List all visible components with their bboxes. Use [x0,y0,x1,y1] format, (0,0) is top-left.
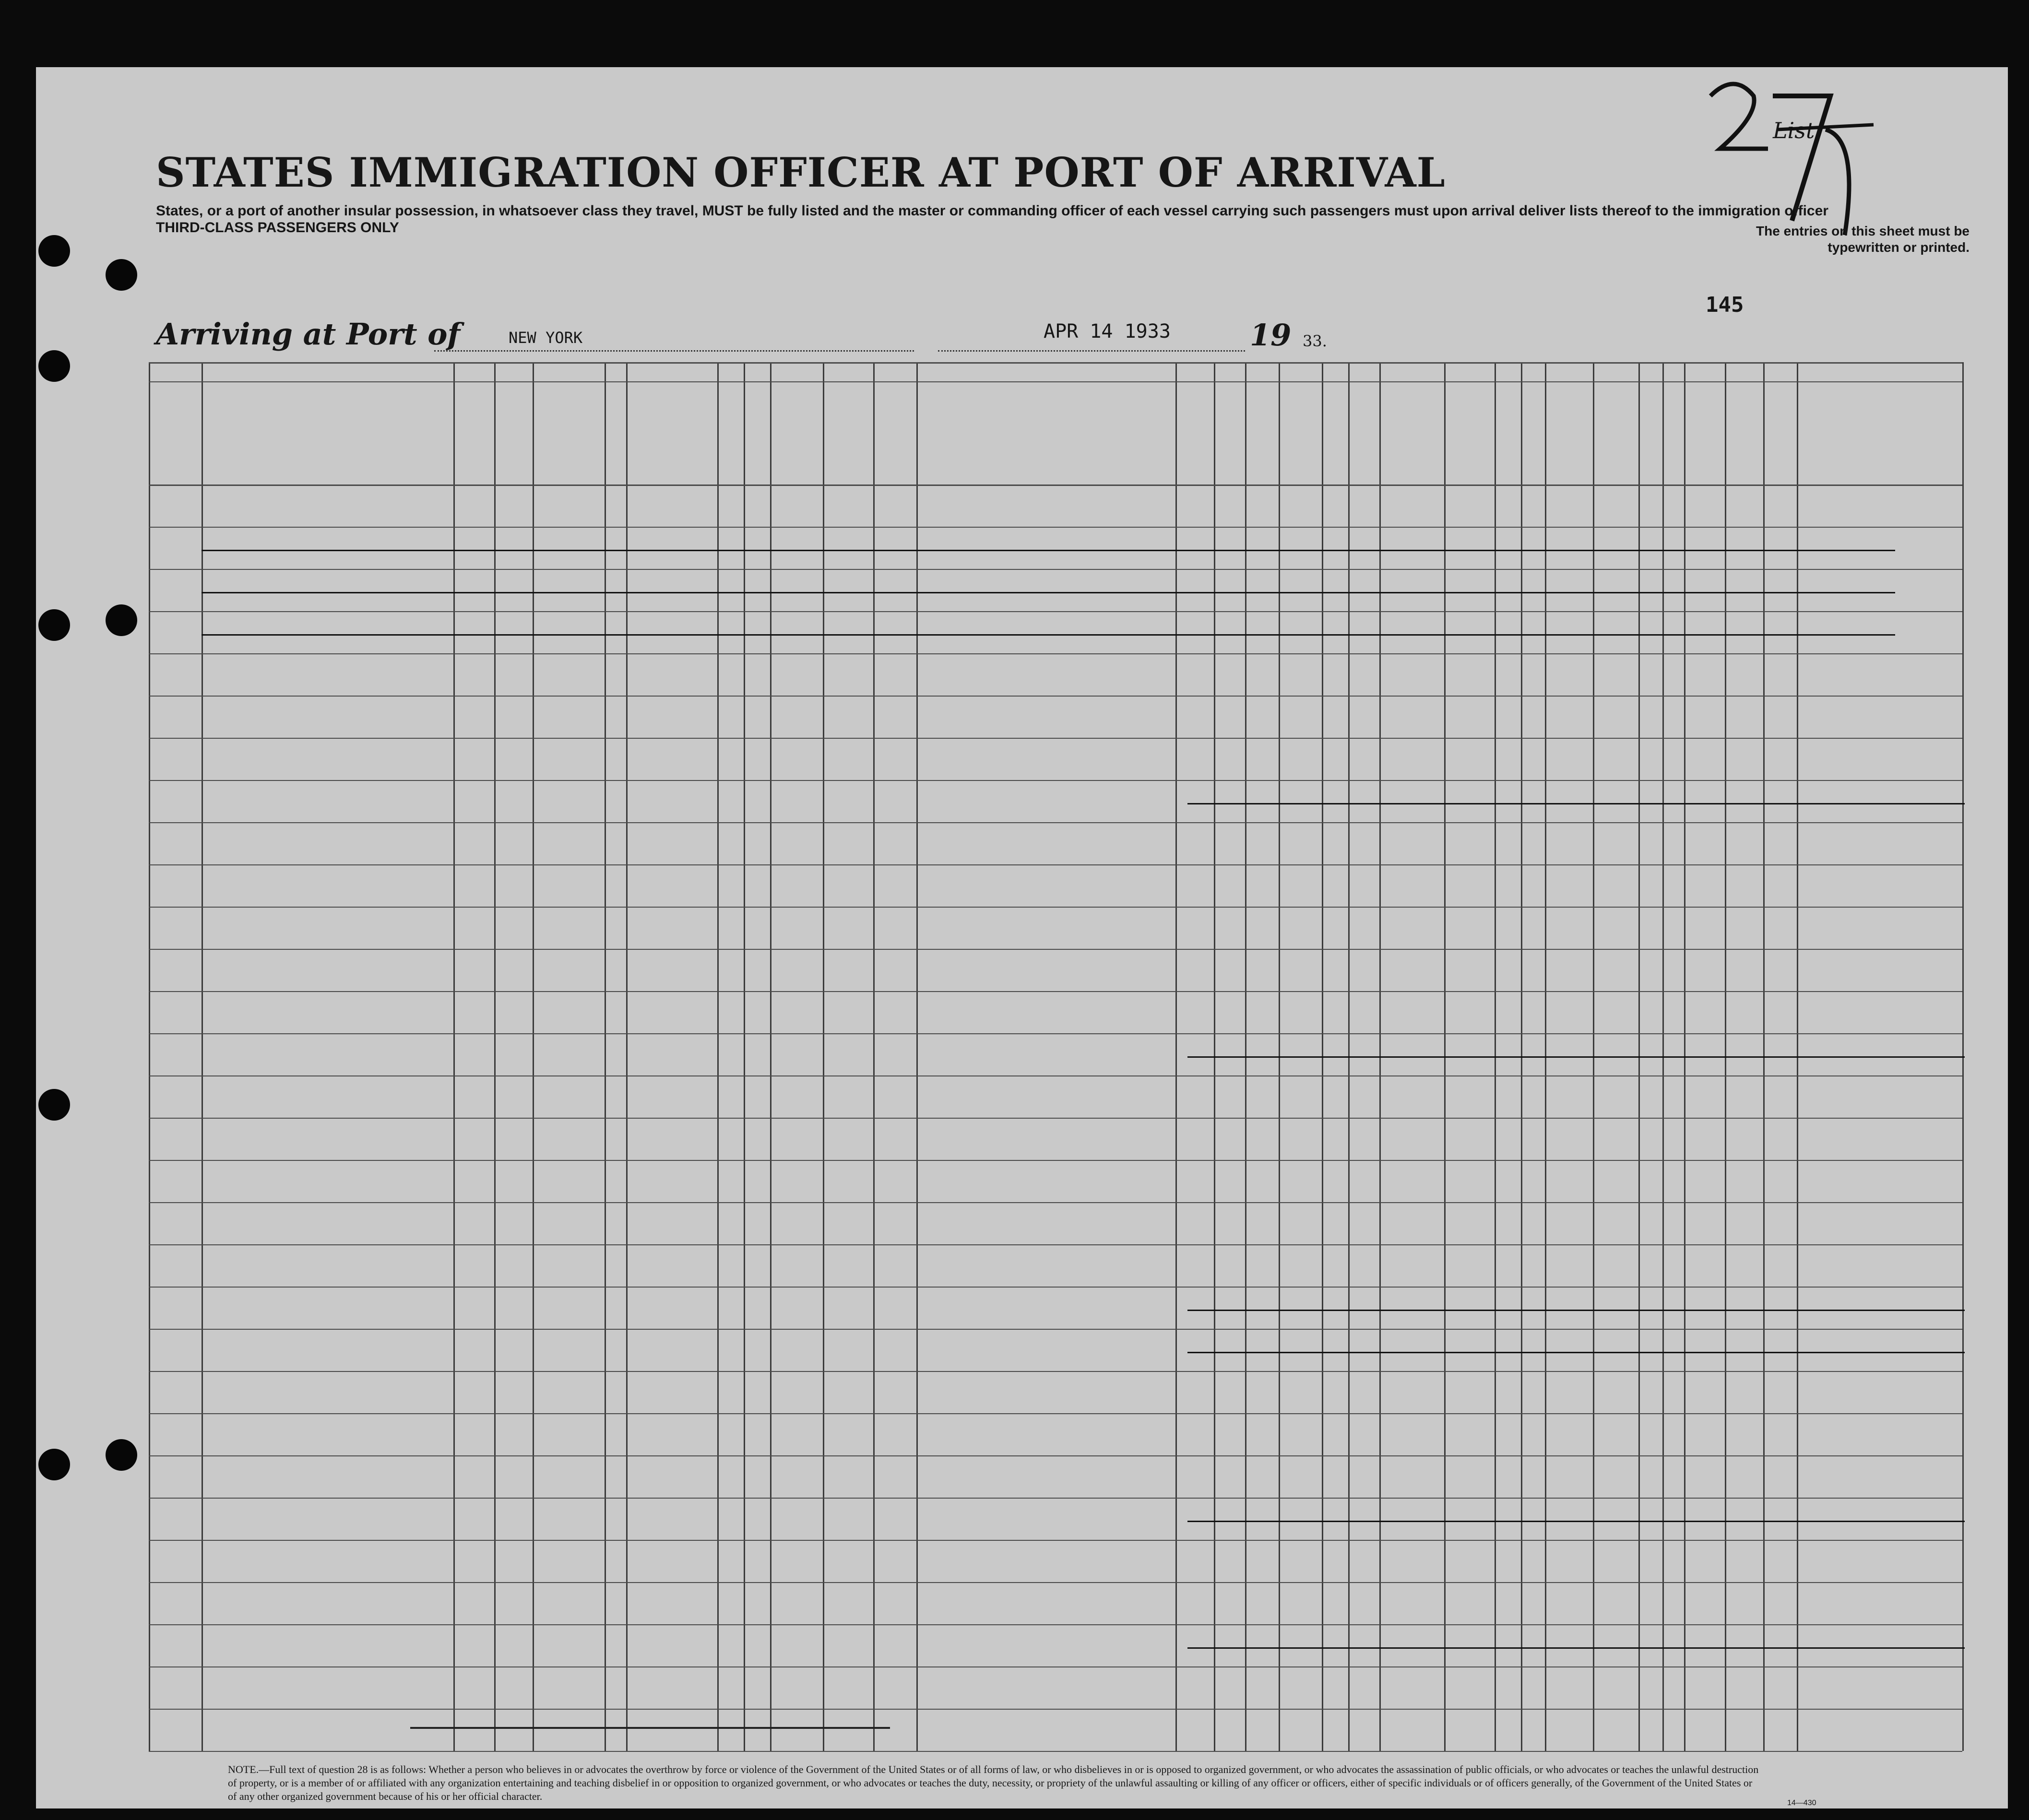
row-rule [149,569,1962,570]
column-rule [1175,362,1177,1751]
strike-line [1187,1056,1965,1058]
column-header [1524,387,1542,480]
row-rule [149,1033,1962,1034]
column-header [1799,385,1960,525]
strike-line [202,634,1895,636]
binder-hole [38,1089,70,1121]
column-header [203,385,451,510]
strike-line [202,592,1895,593]
manifest-sheet [36,67,2008,1808]
column-header [1281,387,1319,480]
row-rule [149,822,1962,823]
class-line: THIRD-CLASS PASSENGERS ONLY [156,220,399,236]
row-rule [149,1244,1962,1245]
row-rule [149,1540,1962,1541]
row-rule [149,653,1962,654]
column-rule [916,362,918,1751]
form-title: STATES IMMIGRATION OFFICER AT PORT OF ARRIVAL [156,149,1446,196]
row-rule [149,991,1962,992]
row-rule [149,1413,1962,1414]
column-rule [453,362,455,1751]
row-rule [149,1075,1962,1076]
row-rule [149,780,1962,781]
header-rule [149,381,1962,382]
strike-line [1187,1310,1965,1311]
column-header [1643,448,1658,486]
column-rule [626,362,628,1751]
year-prefix: 19 [1250,318,1292,353]
row-rule [149,1709,1962,1710]
footnote: NOTE.—Full text of question 28 is as follows: Whether a person who believes in or advocates the overthrow by force or violence of the Government of the United States or of all forms of law, or who disbelieves in or is opposed to organized government, or who advocates the assassination of public officials, or who advocates or teaches the unlawful destruction of property, or is a member of or affiliated with any organization entertaining and teaching disbelief in or opposition to organized government, or who advocates or teaches the duty, necessity, or propriety of the unlawful assaulting or killing of any officer or officers, either of specific individuals or of officers generally, of the Government of the United States or of any other organized government because of his or her official character. [228,1763,1759,1802]
row-rule [149,1202,1962,1203]
binder-hole [106,259,137,291]
header-rule [149,362,1962,364]
column-header [1247,406,1277,479]
column-header [1325,387,1345,480]
row-rule [149,527,1962,528]
row-rule [149,1666,1962,1667]
column-rule [744,362,745,1751]
column-rule [202,362,203,1751]
row-rule [149,1751,1962,1752]
column-header [1497,387,1518,480]
column-header [607,387,623,480]
binder-hole [106,1439,137,1471]
column-rule [770,362,771,1751]
column-header [1447,387,1492,480]
column-rule [873,362,875,1751]
binder-hole [38,1449,70,1480]
port-of-arrival: NEW YORK [509,329,583,347]
row-rule [149,1371,1962,1372]
form-instructions: States, or a port of another insular possession, in whatsoever class they travel, MUST be fully listed and the master or commanding officer of each vessel carrying such passengers must upon arrival deliver lists thereof to the immigration officer [156,203,1828,219]
column-rule [494,362,496,1751]
column-rule [717,362,719,1751]
form-code: 14—430 [1787,1799,1816,1807]
row-rule [149,1455,1962,1456]
column-header [1666,448,1681,486]
binder-hole [38,235,70,267]
strike-line [1187,803,1965,804]
column-header [1686,385,1723,520]
row-rule [149,1329,1962,1330]
row-rule [149,611,1962,612]
binder-hole [38,609,70,641]
column-rule [533,362,534,1751]
row-rule [149,949,1962,950]
column-rule [149,362,150,1751]
signature-line [410,1727,890,1729]
column-header [1382,387,1441,480]
arriving-label: Arriving at Port of [156,317,461,352]
row-rule [149,864,1962,865]
typed-note: The entries on this sheet must be typewritten or printed. [1756,224,1970,255]
sheet-number: 145 [1706,293,1744,317]
row-rule [149,1160,1962,1161]
row-rule [149,738,1962,739]
column-header [1216,406,1243,479]
row-rule [149,1287,1962,1288]
row-rule [149,1498,1962,1499]
column-header [1351,387,1376,480]
column-header [1547,385,1591,501]
arrival-date: APR 14 1933 [1044,320,1171,343]
row-rule [149,696,1962,697]
strike-line [1187,1352,1965,1353]
column-header [1595,385,1637,501]
row-rule [149,1118,1962,1119]
column-header [720,387,741,480]
column-rule [823,362,824,1751]
column-rule [605,362,606,1751]
strike-line [202,550,1895,551]
list-label: List [1773,118,1815,143]
column-header [1177,406,1212,479]
row-rule [149,1582,1962,1583]
binder-hole [38,350,70,382]
row-rule [149,1624,1962,1625]
year-suffix: 33. [1303,332,1327,350]
strike-line [1187,1647,1965,1649]
column-header [151,385,200,515]
row-rule [149,907,1962,908]
strike-line [1187,1521,1965,1522]
binder-hole [106,604,137,636]
